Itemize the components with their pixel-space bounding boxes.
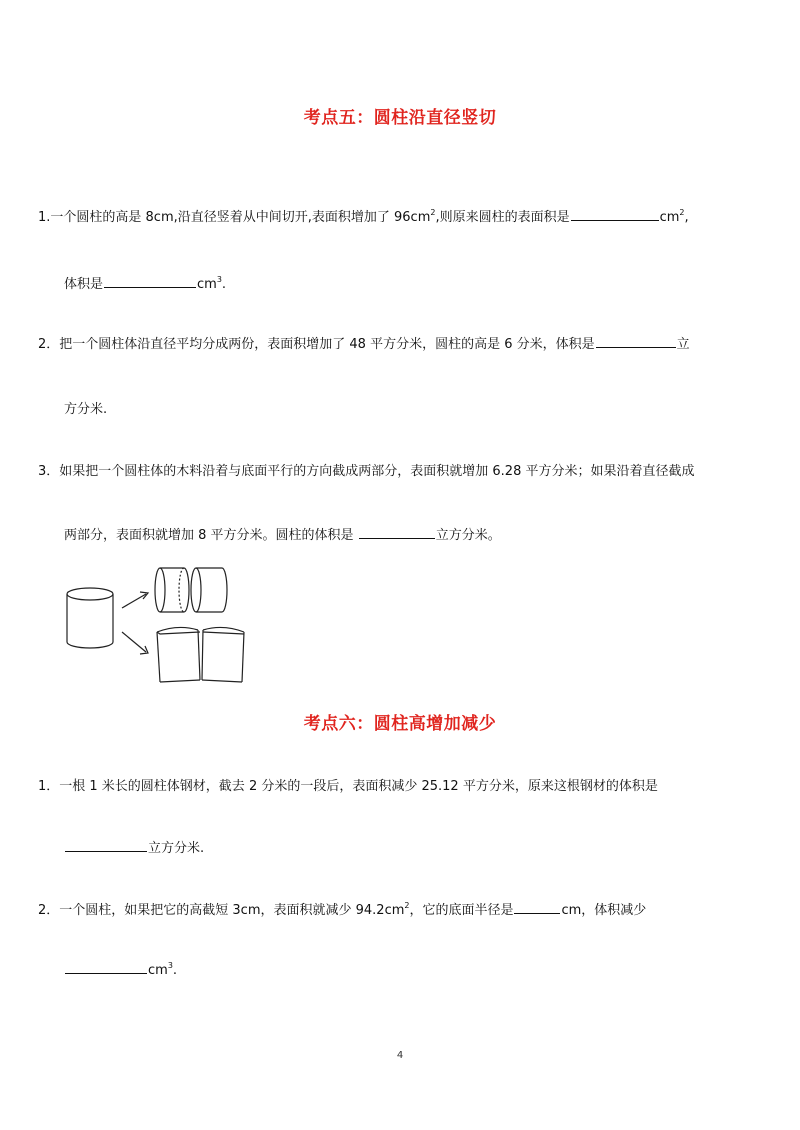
superscript: 3 <box>167 960 173 970</box>
answer-blank[interactable] <box>596 335 676 348</box>
question-text: 方分米. <box>64 402 108 417</box>
question-5-3-line-2 <box>64 524 501 543</box>
answer-blank[interactable] <box>514 901 560 914</box>
original-cylinder <box>67 588 113 648</box>
question-text: 1.一个圆柱的高是 8cm,沿直径竖着从中间切开,表面积增加了 96cm <box>38 210 431 225</box>
question-5-2-line-2 <box>64 398 107 417</box>
section-title-6: 考点六：圆柱高增加减少 <box>303 714 497 734</box>
question-text: 体积是 <box>64 277 104 292</box>
arrow-up-icon <box>122 592 148 608</box>
question-6-2-line-2 <box>64 961 177 978</box>
question-text: 1．一根 1 米长的圆柱体钢材，截去 2 分米的一段后，表面积减少 25.12 平方分米，原来这根钢材的体积是 <box>38 779 658 794</box>
question-5-1-line-1 <box>38 206 689 225</box>
question-text: ,则原来圆柱的表面积是 <box>435 210 570 225</box>
superscript: 2 <box>679 207 685 217</box>
answer-blank[interactable] <box>65 839 147 852</box>
unit-text: cm <box>197 277 217 292</box>
answer-blank[interactable] <box>359 526 435 539</box>
question-5-3-line-1 <box>38 460 694 479</box>
question-6-1-line-1 <box>38 775 658 794</box>
superscript: 2 <box>430 207 436 217</box>
page-number: 4 <box>396 1050 404 1061</box>
unit-text: 立 <box>676 337 690 352</box>
superscript: 2 <box>404 900 410 910</box>
punctuation: . <box>172 963 178 978</box>
question-text: 2．一个圆柱，如果把它的高截短 3cm，表面积就减少 94.2cm <box>38 903 405 918</box>
unit-text: cm <box>148 963 168 978</box>
question-5-1-line-2 <box>64 273 226 292</box>
unit-text: cm <box>659 210 680 225</box>
question-text: ，它的底面半径是 <box>409 903 514 918</box>
unit-text: 立方分米. <box>148 841 205 856</box>
question-5-2-line-1 <box>38 333 690 352</box>
question-6-1-line-2 <box>64 837 204 856</box>
answer-blank[interactable] <box>571 208 659 221</box>
superscript: 3 <box>216 274 222 284</box>
arrow-down-icon <box>122 632 148 654</box>
vertical-cut-half-right <box>202 627 244 682</box>
question-6-2-line-1 <box>38 899 646 918</box>
question-text: 2．把一个圆柱体沿直径平均分成两份，表面积增加了 48 平方分米，圆柱的高是 6 分米，体积是 <box>38 337 595 352</box>
unit-text: 立方分米。 <box>435 528 501 543</box>
question-text: cm，体积减少 <box>561 903 647 918</box>
horizontal-cut-piece-right <box>191 568 227 612</box>
punctuation: , <box>684 210 689 225</box>
question-text: 两部分，表面积就增加 8 平方分米。圆柱的体积是 <box>64 528 354 543</box>
answer-blank[interactable] <box>65 961 147 974</box>
horizontal-cut-piece-left <box>155 568 189 612</box>
section-title-5: 考点五：圆柱沿直径竖切 <box>303 108 497 128</box>
vertical-cut-half-left <box>157 627 200 682</box>
answer-blank[interactable] <box>104 275 196 288</box>
cylinder-cutting-figure <box>60 560 260 688</box>
punctuation: . <box>221 277 227 292</box>
question-text: 3．如果把一个圆柱体的木料沿着与底面平行的方向截成两部分，表面积就增加 6.28 平方分米；如果沿着直径截成 <box>38 464 695 479</box>
